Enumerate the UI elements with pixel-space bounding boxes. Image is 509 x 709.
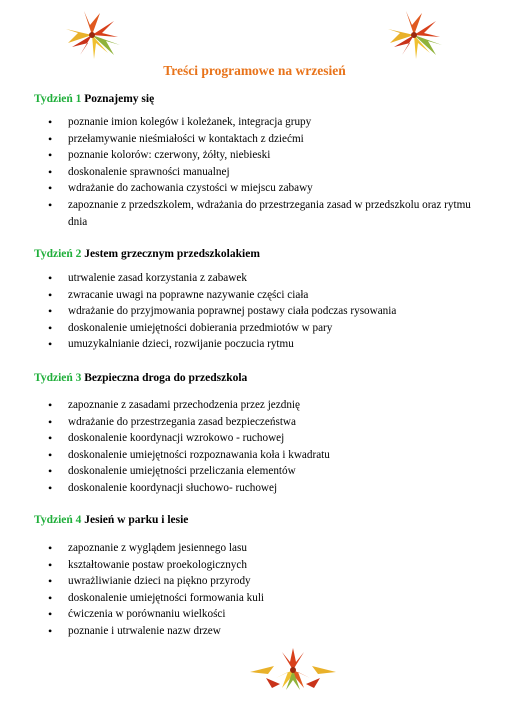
page-title: Treści programowe na wrzesień	[163, 63, 346, 78]
week-topic: Jesień w parku i lesie	[84, 514, 189, 526]
week-topic: Bezpieczna droga do przedszkola	[84, 372, 248, 384]
list-item: • uwrażliwianie dzieci na piękno przyrody	[34, 573, 474, 590]
list-item: • doskonalenie koordynacji wzrokowo - ruchowej	[34, 430, 474, 447]
week-label: Tydzień 2	[34, 248, 82, 260]
list-item: • doskonalenie koordynacji słuchowo- ruchowej	[34, 480, 474, 497]
week-label: Tydzień 3	[34, 372, 82, 384]
week-3-list	[34, 397, 474, 497]
list-item: • zwracanie uwagi na poprawne nazywanie części ciała	[34, 287, 474, 304]
week-2-list	[34, 270, 474, 353]
autumn-leaves-icon	[380, 8, 446, 62]
list-item: • wdrażanie do zachowania czystości w miejscu zabawy	[34, 180, 474, 197]
list-item: • poznanie imion kolegów i koleżanek, integracja grupy	[34, 114, 474, 131]
week-topic: Poznajemy się	[84, 93, 155, 105]
list-item: • zapoznanie z wyglądem jesiennego lasu	[34, 540, 474, 557]
week-1-list	[34, 114, 474, 230]
list-item: • doskonalenie umiejętności dobierania przedmiotów w pary	[34, 320, 474, 337]
list-item: • poznanie i utrwalenie nazw drzew	[34, 623, 474, 640]
list-item: • umuzykalnianie dzieci, rozwijanie poczucia rytmu	[34, 336, 474, 353]
week-4-heading	[34, 514, 188, 526]
week-4-list	[34, 540, 474, 640]
list-item: • doskonalenie umiejętności rozpoznawania koła i kwadratu	[34, 447, 474, 464]
list-item: • doskonalenie umiejętności przeliczania elementów	[34, 463, 474, 480]
week-label: Tydzień 1	[34, 93, 82, 105]
week-label: Tydzień 4	[34, 514, 82, 526]
list-item: • przełamywanie nieśmiałości w kontaktach z dziećmi	[34, 131, 474, 148]
week-3-heading	[34, 372, 247, 384]
autumn-leaves-icon	[62, 8, 128, 62]
list-item: • poznanie kolorów: czerwony, żółty, niebieski	[34, 147, 474, 164]
list-item: • doskonalenie sprawności manualnej	[34, 164, 474, 181]
list-item: • kształtowanie postaw proekologicznych	[34, 557, 474, 574]
list-item: • wdrażanie do przestrzegania zasad bezpieczeństwa	[34, 414, 474, 431]
week-1-heading	[34, 93, 154, 105]
list-item: • ćwiczenia w porównaniu wielkości	[34, 606, 474, 623]
week-2-heading	[34, 248, 260, 260]
list-item: • zapoznanie z przedszkolem, wdrażania do przestrzegania zasad w przedszkolu oraz rytmu dnia	[34, 197, 474, 230]
list-item: • zapoznanie z zasadami przechodzenia przez jezdnię	[34, 397, 474, 414]
week-topic: Jestem grzecznym przedszkolakiem	[84, 248, 260, 260]
list-item: • utrwalenie zasad korzystania z zabawek	[34, 270, 474, 287]
list-item: • doskonalenie umiejętności formowania kuli	[34, 590, 474, 607]
autumn-leaves-garland-icon	[246, 648, 340, 694]
list-item: • wdrażanie do przyjmowania poprawnej postawy ciała podczas rysowania	[34, 303, 474, 320]
